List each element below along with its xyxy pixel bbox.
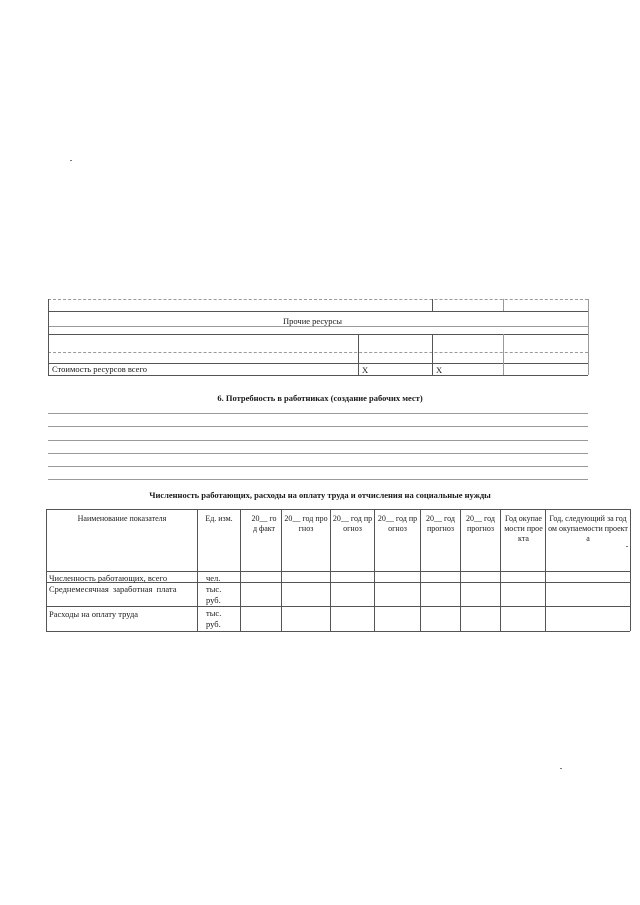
row-name: Численность работающих, всего (49, 573, 168, 583)
x-mark: Х (436, 365, 443, 375)
staff-table-title: Численность работающих, расходы на оплату труда и отчисления на социальные нужды (149, 490, 491, 500)
row-unit: чел. (206, 573, 221, 583)
header-year-forecast: 20__ год прогноз (426, 514, 455, 533)
other-resources-label: Прочие ресурсы (283, 316, 343, 326)
scan-speck (560, 768, 562, 769)
header-year-forecast: 20__ год прогноз (466, 514, 495, 533)
row-unit: тыс. руб. (206, 584, 222, 605)
row-unit: тыс. руб. (206, 608, 222, 629)
row-name: Среднемесячная заработная плата (49, 584, 177, 594)
header-unit: Ед. изм. (205, 514, 233, 523)
header-year-forecast: 20__ год прогноз (332, 514, 373, 533)
scan-speck (70, 160, 72, 161)
row-name: Расходы на оплату труда (49, 609, 139, 619)
header-year-after-payback: Год, следующий за годом окупаемости проекта (548, 514, 628, 543)
header-year-forecast: 20__ год прогноз (284, 514, 328, 533)
total-cost-label: Стоимость ресурсов всего (52, 364, 147, 374)
header-payback-year: Год окупаемости проекта (504, 514, 543, 543)
scan-speck (626, 546, 628, 547)
header-year-forecast: 20__ год прогноз (377, 514, 418, 533)
section-heading: 6. Потребность в работниках (создание рабочих мест) (217, 393, 423, 403)
header-indicator-name: Наименование показателя (77, 514, 167, 523)
header-year-fact: 20__ год факт (251, 514, 277, 533)
x-mark: Х (362, 365, 369, 375)
